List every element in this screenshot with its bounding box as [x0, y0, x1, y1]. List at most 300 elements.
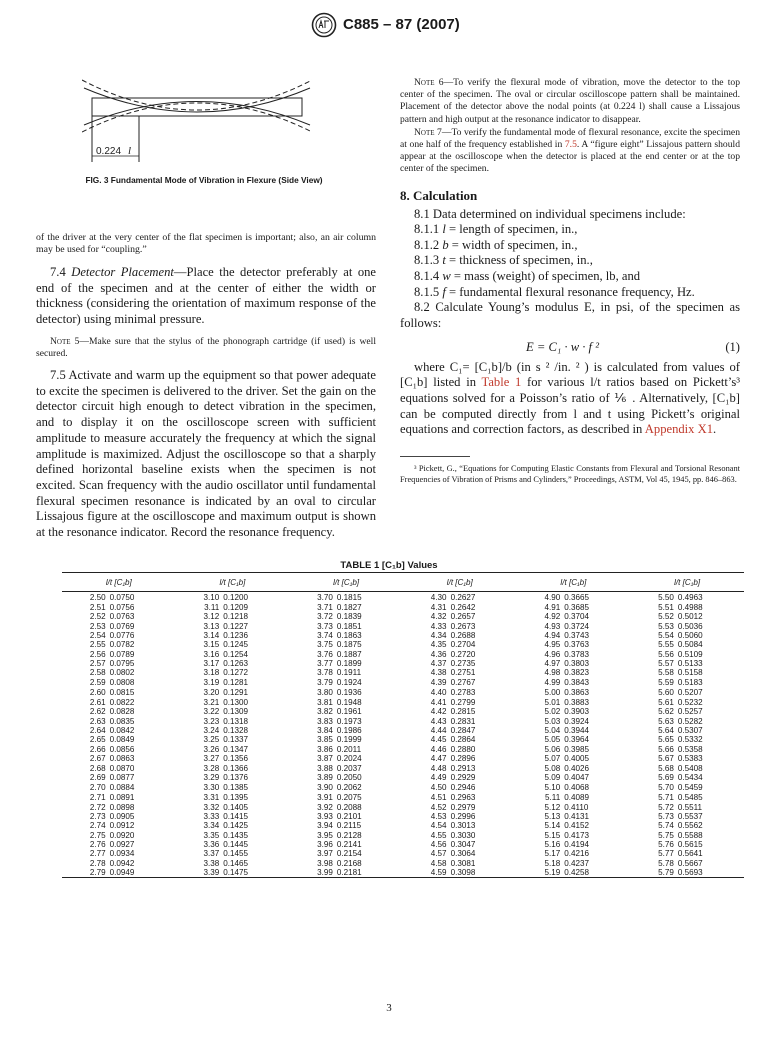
lt-ratio-cell: 3.86 — [317, 744, 333, 754]
cb-value-cell: 0.4152 — [564, 821, 589, 831]
cb-value-cell: 0.1337 — [223, 735, 249, 745]
lt-ratio-cell: 2.67 — [89, 754, 106, 764]
list-item — [400, 238, 740, 254]
cb-value-cell: 0.1328 — [223, 726, 249, 736]
lt-ratio-cell: 4.44 — [430, 726, 447, 736]
lt-ratio-cell: 3.80 — [317, 687, 333, 697]
lt-ratio-cell: 3.24 — [203, 726, 220, 736]
lt-ratio-cell: 3.13 — [203, 621, 220, 631]
lt-ratio-cell: 3.22 — [203, 707, 220, 717]
lt-ratio-cell: 5.05 — [544, 735, 561, 745]
lt-ratio-cell: 2.57 — [89, 659, 106, 669]
lt-ratio-cell: 3.14 — [203, 631, 220, 641]
table-row — [62, 812, 744, 821]
lt-ratio-cell: 3.19 — [203, 677, 220, 687]
cb-value-cell: 0.0920 — [109, 830, 135, 840]
cb-value-cell: 0.2128 — [336, 830, 362, 840]
lt-ratio-cell: 4.50 — [430, 783, 447, 793]
cb-value-cell: 0.3944 — [564, 726, 589, 736]
lt-ratio-cell: 2.52 — [89, 612, 106, 622]
cb-value-cell: 0.1218 — [223, 612, 249, 622]
lt-ratio-cell: 4.53 — [430, 811, 447, 821]
cb-value-cell: 0.2011 — [336, 744, 362, 754]
lt-ratio-cell: 5.68 — [658, 763, 674, 773]
appendix-link[interactable]: Appendix X1 — [644, 422, 714, 437]
lt-ratio-cell: 4.43 — [430, 716, 447, 726]
item-variable: f — [442, 284, 446, 299]
cb-value-cell: 0.1851 — [336, 621, 362, 631]
lt-ratio-cell: 4.94 — [544, 631, 561, 641]
cb-value-cell: 0.0898 — [109, 802, 135, 812]
cb-value-cell: 0.5615 — [677, 839, 703, 849]
lt-ratio-cell: 5.10 — [544, 783, 561, 793]
lt-ratio-cell: 4.98 — [544, 668, 561, 678]
column-header: l/t [C₁b] — [517, 573, 631, 592]
lt-ratio-cell: 5.63 — [658, 716, 674, 726]
lt-ratio-cell: 4.99 — [544, 677, 561, 687]
lt-ratio-cell: 3.10 — [203, 592, 220, 602]
lt-ratio-cell: 5.66 — [658, 744, 674, 754]
lt-ratio-cell: 5.03 — [544, 716, 561, 726]
list-item — [400, 222, 740, 238]
lt-ratio-cell: 3.72 — [317, 612, 333, 622]
lt-ratio-cell: 2.73 — [89, 811, 106, 821]
cb-value-cell: 0.5158 — [677, 668, 703, 678]
cb-value-cell: 0.5358 — [677, 744, 703, 754]
lt-ratio-cell: 5.13 — [544, 811, 561, 821]
footnote-3: ³ Pickett, G., “Equations for Computing Elastic Constants from Flexural and Torsional Resonant Frequencies of Vibration of Prisms and Cylinders,” Proceedings, ASTM, Vol 45, 1945, pp. 846–863. — [400, 464, 740, 485]
cb-value-cell: 0.3098 — [451, 868, 517, 878]
cb-value-cell: 0.2154 — [336, 849, 362, 859]
table-row — [62, 678, 744, 687]
table-header-row — [62, 573, 744, 592]
lt-ratio-cell: 3.73 — [317, 621, 333, 631]
list-item — [400, 253, 740, 269]
cb-value-cell: 0.4237 — [564, 858, 589, 868]
table-row — [62, 659, 744, 668]
lt-ratio-cell: 3.81 — [317, 698, 333, 708]
cb-value-cell: 0.5207 — [677, 687, 703, 697]
lt-ratio-cell: 2.63 — [89, 716, 106, 726]
list-item — [400, 285, 740, 301]
lt-ratio-cell: 4.30 — [430, 592, 447, 602]
lt-ratio-cell: 4.59 — [403, 868, 451, 878]
lt-ratio-cell: 2.76 — [89, 839, 106, 849]
item-variable: l — [442, 222, 446, 237]
table-row — [62, 707, 744, 716]
cb-value-cell: 0.2880 — [450, 744, 476, 754]
lt-ratio-cell: 2.75 — [89, 830, 106, 840]
table-row — [62, 840, 744, 849]
cb-value-cell: 0.3064 — [450, 849, 476, 859]
cb-value-cell: 0.0756 — [109, 603, 135, 612]
left-column — [36, 232, 376, 541]
lt-ratio-cell: 3.29 — [203, 772, 220, 782]
cb-value-cell: 0.1395 — [223, 793, 249, 803]
section-8-heading: 8. Calculation — [400, 187, 478, 203]
table-row — [62, 859, 744, 868]
cb-value-cell: 0.5036 — [677, 621, 703, 631]
cb-value-cell: 0.2751 — [450, 668, 476, 678]
table-row — [62, 745, 744, 754]
lt-ratio-cell: 3.15 — [203, 640, 220, 650]
lt-ratio-cell: 3.92 — [317, 802, 333, 812]
lt-ratio-cell: 2.58 — [89, 668, 106, 678]
note-7 — [400, 127, 740, 176]
lt-ratio-cell: 5.04 — [544, 726, 561, 736]
cb-value-cell: 0.5641 — [677, 849, 703, 859]
lt-ratio-cell: 5.11 — [545, 793, 561, 803]
table-row — [62, 831, 744, 840]
cb-value-cell: 0.3685 — [564, 603, 589, 612]
column-header: l/t [C₁b] — [62, 573, 176, 592]
section-text: —Place the detector preferably at one end of the specimen and at the center of either the width or thickness (considering the orientation of maximum response of the detector) using minimal pressure. — [36, 264, 377, 326]
table-row — [62, 592, 744, 604]
cb-value-cell: 0.5588 — [677, 830, 703, 840]
lt-ratio-cell: 2.79 — [62, 868, 110, 878]
lt-ratio-cell: 3.23 — [203, 716, 220, 726]
note-text: —To verify the fundamental mode of flexural resonance, excite the specimen at one half of the frequency established in — [400, 126, 740, 151]
cb-value-cell: 0.1827 — [336, 603, 362, 612]
section-number: 7.4 — [50, 264, 66, 279]
item-text: = fundamental flexural resonance frequency, Hz. — [445, 284, 695, 299]
lt-ratio-cell: 3.74 — [317, 631, 333, 641]
lt-ratio-cell: 5.06 — [544, 744, 561, 754]
cb-value-cell: 0.1236 — [223, 631, 249, 641]
lt-ratio-cell: 2.69 — [89, 772, 106, 782]
lt-ratio-cell: 5.01 — [544, 698, 561, 708]
lt-ratio-cell: 3.89 — [317, 772, 333, 782]
table-row — [62, 764, 744, 773]
cb-value-cell: 0.0763 — [109, 612, 135, 622]
cb-value-cell: 0.1200 — [223, 592, 249, 602]
section-7-5: 7.5 Activate and warm up the equipment so that power adequate to excite the specimen is delivered to the driver. Set the gain on the detector circuit high enough to detect vibration in the specimen, and to display it on the oscilloscope screen with sufficient amplitude to measure accurately the frequency at which the signal amplitude is maximized. Adjust the oscilloscope so that a sharply defined horizontal baseline exists when the specimen is not excited. Scan frequency with the audio oscillator until fundamental flexural specimen resonance is indicated by an oval to circular Lissajous figure at the oscilloscope and maximum output is shown at the resonance indicator. Record the resonance frequency. — [36, 368, 376, 540]
cb-value-cell: 0.1227 — [223, 621, 249, 631]
cb-value-cell: 0.1291 — [223, 687, 249, 697]
cb-value-cell: 0.1405 — [223, 802, 249, 812]
lt-ratio-cell: 4.31 — [430, 603, 447, 612]
lt-ratio-cell: 4.57 — [430, 849, 447, 859]
lt-ratio-cell: 3.91 — [317, 793, 333, 803]
lt-ratio-cell: 5.79 — [630, 868, 678, 878]
lt-ratio-cell: 3.38 — [203, 858, 220, 868]
cb-value-cell: 0.1318 — [223, 716, 249, 726]
lt-ratio-cell: 3.71 — [317, 603, 333, 612]
lt-ratio-cell: 5.52 — [658, 612, 674, 622]
cb-value-cell: 0.5383 — [677, 754, 703, 764]
cb-value-cell: 0.0891 — [109, 793, 135, 803]
lt-ratio-cell: 4.37 — [430, 659, 447, 669]
lt-ratio-cell: 5.70 — [658, 783, 674, 793]
lt-ratio-cell: 2.74 — [89, 821, 106, 831]
lt-ratio-cell: 4.52 — [430, 802, 447, 812]
cb-value-cell: 0.1385 — [223, 783, 249, 793]
lt-ratio-cell: 3.32 — [203, 802, 220, 812]
cb-value-cell: 0.2996 — [450, 811, 476, 821]
table-row — [62, 698, 744, 707]
lt-ratio-cell: 5.71 — [658, 793, 674, 803]
cb-value-cell: 0.1376 — [223, 772, 249, 782]
note-label: Note 6 — [414, 77, 444, 88]
table-link[interactable]: Table 1 — [481, 375, 522, 390]
cb-value-cell: 0.5183 — [677, 677, 703, 687]
cb-value-cell: 0.5485 — [677, 793, 703, 803]
cb-value-cell: 0.0905 — [109, 811, 135, 821]
lt-ratio-cell: 4.48 — [430, 763, 447, 773]
cb-value-cell: 0.2735 — [450, 659, 476, 669]
cb-value-cell: 0.1425 — [223, 821, 249, 831]
lt-ratio-cell: 5.60 — [658, 687, 674, 697]
cb-value-cell: 0.3724 — [564, 621, 589, 631]
continued-paragraph: of the driver at the very center of the flat specimen is important; also, an air column may be used for “coupling.” — [36, 232, 376, 256]
lt-ratio-cell: 4.36 — [430, 649, 447, 659]
lt-ratio-cell: 3.31 — [203, 793, 220, 803]
cb-value-cell: 0.5562 — [677, 821, 703, 831]
note-label: Note 5 — [50, 335, 80, 347]
lt-ratio-cell: 5.07 — [544, 754, 561, 764]
lt-ratio-cell: 2.72 — [89, 802, 106, 812]
note-text: —Make sure that the stylus of the phonograph cartridge (if used) is well secured. — [36, 335, 376, 359]
cb-value-cell: 0.1924 — [336, 677, 362, 687]
cb-value-cell: 0.2913 — [450, 763, 476, 773]
cb-value-cell: 0.5667 — [677, 858, 703, 868]
cb-value-cell: 0.2101 — [336, 811, 362, 821]
cb-value-cell: 0.2929 — [450, 772, 476, 782]
cb-value-cell: 0.2847 — [450, 726, 476, 736]
table-row — [62, 782, 744, 793]
cb-value-cell: 0.0789 — [109, 649, 135, 659]
lt-ratio-cell: 5.57 — [658, 659, 674, 669]
lt-ratio-cell: 4.55 — [430, 830, 447, 840]
cb-value-cell: 0.0750 — [109, 592, 135, 602]
cb-value-cell: 0.5133 — [677, 659, 703, 669]
lt-ratio-cell: 2.60 — [89, 687, 106, 697]
item-variable: t — [442, 253, 446, 268]
cb-value-cell: 0.5307 — [677, 726, 703, 736]
lt-ratio-cell: 3.30 — [203, 783, 220, 793]
cb-value-cell: 0.1475 — [223, 868, 289, 878]
cb-value-cell: 0.2642 — [450, 603, 476, 612]
lt-ratio-cell: 3.77 — [317, 659, 333, 669]
cb-value-cell: 0.1455 — [223, 849, 249, 859]
lt-ratio-cell: 5.77 — [658, 849, 674, 859]
cb-value-cell: 0.1961 — [336, 707, 362, 717]
cb-value-cell: 0.5434 — [677, 772, 703, 782]
lt-ratio-cell: 3.26 — [203, 744, 220, 754]
cb-value-cell: 0.2075 — [336, 793, 362, 803]
lt-ratio-cell: 4.97 — [544, 659, 561, 669]
item-number: 8.1.4 — [414, 269, 440, 283]
item-text: = width of specimen, in., — [448, 237, 578, 252]
cb-value-cell: 0.2720 — [450, 649, 476, 659]
lt-ratio-cell: 2.50 — [89, 592, 106, 602]
section-8-1: 8.1 Data determined on individual specimens include: — [414, 206, 686, 221]
lt-ratio-cell: 2.55 — [89, 640, 106, 650]
lt-ratio-cell: 5.18 — [544, 858, 561, 868]
lt-ratio-cell: 5.73 — [658, 811, 674, 821]
cb-value-cell: 0.2627 — [450, 592, 476, 602]
equation-row — [400, 338, 740, 360]
cb-value-cell: 0.3665 — [564, 592, 589, 602]
cb-value-cell: 0.4089 — [564, 793, 589, 803]
lt-ratio-cell: 5.69 — [658, 772, 674, 782]
lt-ratio-cell: 3.83 — [317, 716, 333, 726]
lt-ratio-cell: 5.53 — [658, 621, 674, 631]
cb-value-cell: 0.0808 — [109, 677, 135, 687]
lt-ratio-cell: 5.51 — [658, 603, 674, 612]
lt-ratio-cell: 3.70 — [317, 592, 333, 602]
lt-ratio-cell: 3.88 — [317, 763, 333, 773]
cb-value-cell: 0.3030 — [450, 830, 476, 840]
note-6 — [400, 77, 740, 126]
cb-value-cell: 0.2831 — [450, 716, 476, 726]
lt-ratio-cell: 5.67 — [658, 754, 674, 764]
cb-value-cell: 0.1465 — [223, 858, 249, 868]
cb-value-cell: 0.3803 — [564, 659, 589, 669]
lt-ratio-cell: 5.64 — [658, 726, 674, 736]
lt-ratio-cell: 3.25 — [203, 735, 220, 745]
note-text-end: . A “figure eight” Lissajous pattern should appear at the oscilloscope when the detector is placed at the end center or at the top center of the specimen. — [400, 139, 740, 175]
cb-value-cell: 0.0856 — [109, 744, 135, 754]
cb-value-cell: 0.1263 — [223, 659, 249, 669]
table-row — [62, 793, 744, 802]
lt-ratio-cell: 4.54 — [430, 821, 447, 831]
note-text: —To verify the flexural mode of vibration, move the detector to the top center of the specimen. The oval or circular oscilloscope pattern shall be maintained. Placement of the detector above the nodal points (at 0.224 l) shall cause a Lissajous pattern and high output at the resonance indicator to disappear. — [400, 77, 740, 125]
cb-value-cell: 0.1415 — [223, 811, 249, 821]
lt-ratio-cell: 3.35 — [203, 830, 220, 840]
column-header: l/t [C₁b] — [289, 573, 403, 592]
lt-ratio-cell: 3.93 — [317, 811, 333, 821]
cb-value-cell: 0.2062 — [336, 783, 362, 793]
right-column — [400, 77, 740, 485]
cb-value-cell: 0.1936 — [336, 687, 362, 697]
column-header: l/t [C₁b] — [403, 573, 517, 592]
cb-value-cell: 0.1911 — [336, 668, 362, 678]
section-link[interactable]: 7.5 — [564, 139, 577, 151]
lt-ratio-cell: 4.95 — [544, 640, 561, 650]
lt-ratio-cell: 3.20 — [203, 687, 220, 697]
lt-ratio-cell: 3.82 — [317, 707, 333, 717]
table-row — [62, 631, 744, 640]
table-row — [62, 640, 744, 649]
lt-ratio-cell: 2.78 — [89, 858, 106, 868]
lt-ratio-cell: 5.56 — [658, 649, 674, 659]
column-header: l/t [C₁b] — [176, 573, 290, 592]
cb-value-cell: 0.5084 — [677, 640, 703, 650]
cb-value-cell: 0.5232 — [677, 698, 703, 708]
table-row — [62, 821, 744, 830]
table-row — [62, 687, 744, 698]
lt-ratio-cell: 3.76 — [317, 649, 333, 659]
cb-value-cell: 0.2799 — [450, 698, 476, 708]
cb-value-cell: 0.2688 — [450, 631, 476, 641]
figure-caption: FIG. 3 Fundamental Mode of Vibration in Flexure (Side View) — [85, 175, 323, 185]
cb-value-cell: 0.1445 — [223, 839, 249, 849]
cb-value-cell: 0.0949 — [110, 868, 176, 878]
cb-value-cell: 0.1347 — [223, 744, 249, 754]
column-header: l/t [C₁b] — [630, 573, 744, 592]
cb-value-cell: 0.3843 — [564, 677, 589, 687]
lt-ratio-cell: 2.64 — [89, 726, 106, 736]
lt-ratio-cell: 5.78 — [658, 858, 674, 868]
cb-value-cell: 0.4258 — [564, 868, 630, 878]
cb-value-cell: 0.3081 — [450, 858, 476, 868]
cb-value-cell: 0.1839 — [336, 612, 362, 622]
lt-ratio-cell: 5.75 — [658, 830, 674, 840]
cb-value-cell: 0.4216 — [564, 849, 589, 859]
cb-value-cell: 0.5282 — [677, 716, 703, 726]
lt-ratio-cell: 4.58 — [430, 858, 447, 868]
cb-value-cell: 0.2168 — [336, 858, 362, 868]
lt-ratio-cell: 2.61 — [89, 698, 106, 708]
cb-value-cell: 0.3783 — [564, 649, 589, 659]
cb-value-cell: 0.1899 — [336, 659, 362, 669]
cb-value-cell: 0.2673 — [450, 621, 476, 631]
table-row — [62, 717, 744, 726]
lt-ratio-cell: 5.02 — [544, 707, 561, 717]
lt-ratio-cell: 5.19 — [517, 868, 565, 878]
lt-ratio-cell: 2.53 — [89, 621, 106, 631]
item-variable: w — [442, 269, 451, 283]
lt-ratio-cell: 5.62 — [658, 707, 674, 717]
lt-ratio-cell: 4.40 — [430, 687, 447, 697]
lt-ratio-cell: 2.54 — [89, 631, 106, 641]
lt-ratio-cell: 3.33 — [203, 811, 220, 821]
lt-ratio-cell: 5.09 — [544, 772, 561, 782]
lt-ratio-cell: 4.49 — [430, 772, 447, 782]
cb-value-cell: 0.5511 — [677, 802, 702, 812]
cb-value-cell: 0.4173 — [564, 830, 589, 840]
cb-value-cell: 0.0877 — [109, 772, 135, 782]
lt-ratio-cell: 2.66 — [89, 744, 106, 754]
equation: E = C₁ · w · f ² — [526, 339, 599, 354]
cb-value-cell: 0.1999 — [336, 735, 362, 745]
lt-ratio-cell: 4.38 — [430, 668, 447, 678]
cb-value-cell: 0.0769 — [109, 621, 135, 631]
cb-value-cell: 0.1986 — [336, 726, 362, 736]
cb-value-cell: 0.4194 — [564, 839, 589, 849]
lt-ratio-cell: 5.16 — [544, 839, 561, 849]
cb-value-cell: 0.1356 — [223, 754, 249, 764]
cb-value-cell: 0.5060 — [677, 631, 703, 641]
cb-value-cell: 0.2024 — [336, 754, 362, 764]
item-number: 8.1.1 — [414, 222, 440, 237]
cb-value-cell: 0.4005 — [564, 754, 589, 764]
document-designation: C885 – 87 (2007) — [343, 16, 460, 33]
cb-value-cell: 0.2979 — [450, 802, 476, 812]
lt-ratio-cell: 4.92 — [544, 612, 561, 622]
cb-value-cell: 0.3883 — [564, 698, 589, 708]
lt-ratio-cell: 4.39 — [430, 677, 447, 687]
cb-value-cell: 0.1815 — [336, 592, 362, 602]
section-7-4 — [36, 265, 376, 328]
item-variable: b — [442, 237, 449, 252]
cb-value-cell: 0.1887 — [336, 649, 362, 659]
lt-ratio-cell: 2.56 — [89, 649, 106, 659]
lt-ratio-cell: 4.34 — [430, 631, 447, 641]
lt-ratio-cell: 3.11 — [204, 603, 220, 612]
table-row — [62, 868, 744, 878]
cb-value-cell: 0.0934 — [109, 849, 135, 859]
where-text-middle: for various l/t ratios based on Pickett’s³ equations solved for a Poisson’s ratio of ⅙ . Alternatively, [C₁b] can be computed directly from l and t using Pickett’s original equations and correction factors, as described in — [400, 375, 741, 437]
cb-value-cell: 0.1281 — [223, 677, 249, 687]
lt-ratio-cell: 4.42 — [430, 707, 447, 717]
lt-ratio-cell: 3.97 — [317, 849, 333, 859]
lt-ratio-cell: 4.51 — [430, 793, 447, 803]
cb-value-cell: 0.3047 — [450, 839, 476, 849]
lt-ratio-cell: 4.56 — [430, 839, 447, 849]
cb-value-cell: 0.2963 — [450, 793, 476, 803]
